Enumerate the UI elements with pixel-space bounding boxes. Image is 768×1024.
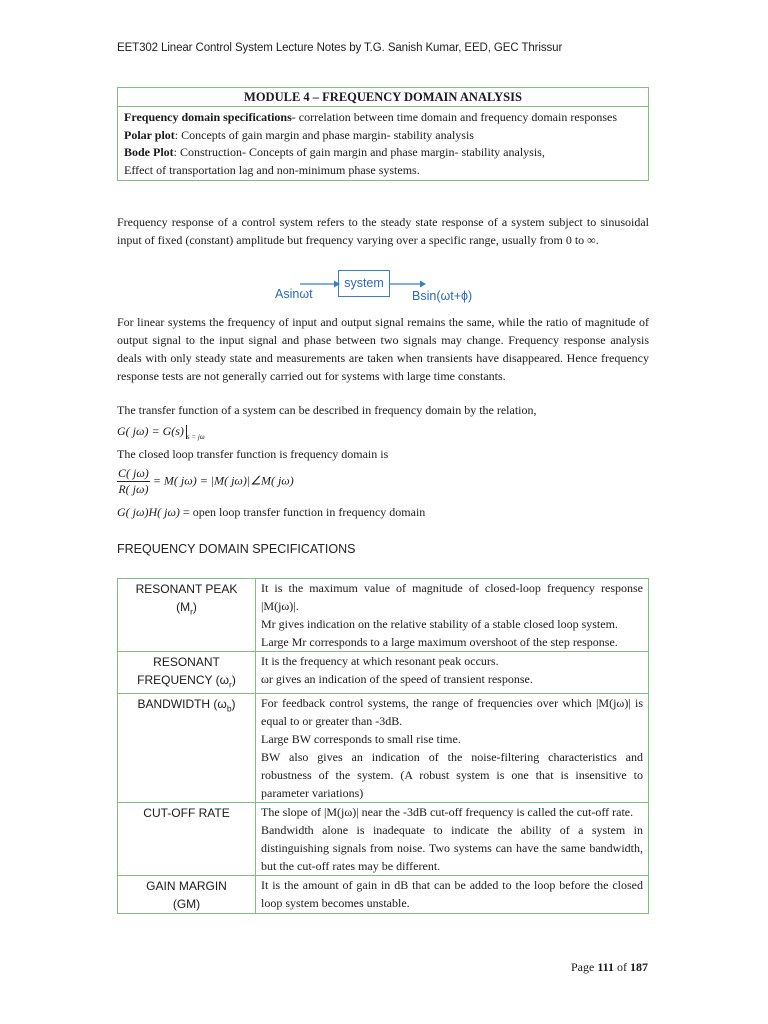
- intro-paragraph: Frequency response of a control system refers to the steady state response of a system subject to sinusoidal input of fixed (constant) amplitude but frequency varying over a specific range, usually from 0 to ∞.: [117, 215, 649, 247]
- section-heading: FREQUENCY DOMAIN SPECIFICATIONS: [117, 542, 356, 556]
- spec-term: BANDWIDTH $(\omega_b)$: [118, 694, 256, 803]
- system-block: system: [338, 270, 390, 297]
- output-signal-label: Bsin(ωt+ϕ): [412, 289, 473, 303]
- spec-description: It is the maximum value of magnitude of closed-loop frequency response |M(jω)|. Mr gives indication on the relative stability of a stable closed loop system. Large Mr corresponds to a large maximum overshoot of the step response.: [256, 579, 649, 652]
- syllabus-item: Effect of transportation lag and non-minimum phase systems.: [124, 162, 420, 177]
- spec-term: CUT-OFF RATE: [118, 803, 256, 876]
- linear-systems-paragraph: For linear systems the frequency of input and output signal remains the same, while the ratio of magnitude of output signal to the input signal and phase between two signals may change. Frequency response analysis deals with only steady state and measurements are taken when transients have disappeared. Hence frequency response tests are not generally carried out for systems with large time constants.: [117, 315, 649, 383]
- spec-description: It is the amount of gain in dB that can be added to the loop before the closed loop system becomes unstable.: [256, 876, 649, 914]
- spec-description: It is the frequency at which resonant peak occurs. ωr gives an indication of the speed of transient response.: [256, 652, 649, 694]
- equation-open-loop: G( jω)H( jω) = open loop transfer function in frequency domain: [117, 505, 426, 519]
- table-row: [118, 876, 649, 914]
- table-row: [118, 652, 649, 694]
- spec-term: RESONANT FREQUENCY $(\omega_r)$: [118, 652, 256, 694]
- spec-description: The slope of |M(jω)| near the -3dB cut-off frequency is called the cut-off rate. Bandwidth alone is inadequate to indicate the ability of a system in distinguishing signals from noise. Two systems can have the same bandwidth, but the cut-off rates may be different.: [256, 803, 649, 876]
- module-syllabus: [118, 107, 648, 180]
- input-signal-label: Asinωt: [275, 287, 313, 301]
- spec-description: For feedback control systems, the range of frequencies over which |M(jω)| is equal to or greater than -3dB. Large BW corresponds to small rise time. BW also gives an indication of the noise-filtering characteristics and robustness of the system. (A robust system is one that is insensitive to parameter variations): [256, 694, 649, 803]
- page-footer: Page 111 of 187: [571, 960, 649, 974]
- syllabus-item: Polar plot: Concepts of gain margin and phase margin- stability analysis: [124, 127, 474, 142]
- table-row: [118, 803, 649, 876]
- table-row: [118, 694, 649, 803]
- system-block-diagram: [270, 268, 490, 306]
- tf-intro-line: The transfer function of a system can be described in frequency domain by the relation,: [117, 403, 537, 417]
- fraction-c-over-r: $\frac{C( j\omega)}{R( j\omega)}$: [118, 466, 149, 496]
- module-box: [117, 87, 649, 181]
- syllabus-item: Bode Plot: Construction- Concepts of gain margin and phase margin- stability analysis,: [124, 145, 545, 159]
- spec-term: RESONANT PEAK $(M_r)$: [118, 579, 256, 652]
- table-row: [118, 579, 649, 652]
- specifications-table: [117, 578, 649, 914]
- equation-g-jw: G( jω) = G(s) $_{s = j\omega}$: [117, 424, 205, 441]
- page-total: 187: [630, 960, 649, 974]
- syllabus-item: Frequency domain specifications- correlation between time domain and frequency domain responses: [124, 110, 617, 124]
- module-title: MODULE 4 – FREQUENCY DOMAIN ANALYSIS: [118, 88, 648, 107]
- equation-closed-loop: $\frac{C( j\omega)}{R( j\omega)}$ = M( jω) = |M( jω)|∠M( jω): [118, 466, 294, 496]
- running-header: EET302 Linear Control System Lecture Notes by T.G. Sanish Kumar, EED, GEC Thrissur: [117, 42, 563, 54]
- spec-term: GAIN MARGIN (GM): [118, 876, 256, 914]
- closed-loop-intro: The closed loop transfer function is frequency domain is: [117, 447, 389, 461]
- page-number: 111: [597, 960, 615, 974]
